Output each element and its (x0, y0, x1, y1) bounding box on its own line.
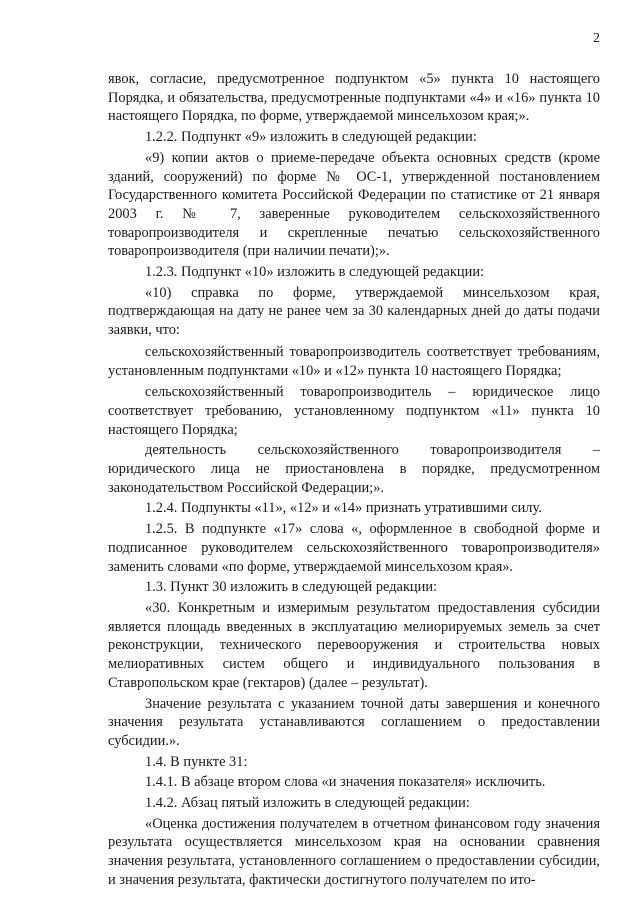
paragraph-17: «Оценка достижения получателем в отчетном финансовом году значения результата осуществляется минсельхозом края на основании сравнения значения результата, установленного соглашением о предоставлении субсидии, и значения результата, фактически достигнутого получателем по ито- (108, 815, 600, 888)
page-number: 2 (593, 31, 600, 46)
paragraph-8: деятельность сельскохозяйственного товаропроизводителя – юридического лица не приостановлена в порядке, предусмотренном законодательством Российской Федерации;». (108, 442, 600, 496)
paragraph-7: сельскохозяйственный товаропроизводитель – юридическое лицо соответствует требованию, установленному подпунктом «11» пункта 10 настоящего Порядка; (108, 384, 600, 438)
paragraph-1: явок, согласие, предусмотренное подпунктом «5» пункта 10 настоящего Порядка, и обязательства, предусмотренные подпунктами «4» и «16» пункта 10 настоящего Порядка, по форме, утверждаемой минсельхозом края;». (108, 71, 600, 125)
paragraph-6: сельскохозяйственный товаропроизводитель соответствует требованиям, установленным подпунктами «10» и «12» пункта 10 настоящего Порядка; (108, 343, 600, 379)
paragraph-15: 1.4.1. В абзаце втором слова «и значения показателя» исключить. (145, 774, 546, 791)
paragraph-10: 1.2.5. В подпункте «17» слова «, оформленное в свободной форме и подписанное руководителем сельскохозяйственного товаропроизводителя» заменить словами «по форме, утверждаемой минсельхозом края». (108, 521, 600, 575)
document-body (108, 70, 600, 892)
paragraph-3: «9) копии актов о приеме-передаче объекта основных средств (кроме зданий, сооружений) по форме № ОС-1, утвержденной постановлением Государственного комитета Российской Федерации по статистике от 21 января 2003 г. № 7, заверенные руководителем сельскохозяйственного товаропроизводителя и скрепленные печатью сельскохозяйственного товаропроизводителя (при наличии печати);». (108, 149, 600, 260)
paragraph-13: Значение результата с указанием точной даты завершения и конечного значения результата устанавливаются соглашением о предоставлении субсидии.». (108, 695, 600, 749)
paragraph-4: 1.2.3. Подпункт «10» изложить в следующей редакции: (145, 264, 485, 281)
paragraph-12: «30. Конкретным и измеримым результатом предоставления субсидии является площадь введенных в эксплуатацию мелиорируемых земель за счет реконструкции, технического перевооружения и строительства новых мелиоративных систем общего и индивидуального пользования в Ставропольском крае (гектаров) (далее – результат). (108, 599, 600, 691)
paragraph-5: «10) справка по форме, утверждаемой минсельхозом края, подтверждающая на дату не ранее чем за 30 календарных дней до даты подачи заявки, что: (108, 284, 600, 339)
paragraph-2: 1.2.2. Подпункт «9» изложить в следующей редакции: (145, 129, 477, 146)
paragraph-14: 1.4. В пункте 31: (145, 753, 248, 770)
paragraph-16: 1.4.2. Абзац пятый изложить в следующей редакции: (145, 795, 470, 812)
paragraph-11: 1.3. Пункт 30 изложить в следующей редакции: (145, 579, 438, 596)
paragraph-9: 1.2.4. Подпункты «11», «12» и «14» признать утратившими силу. (145, 500, 542, 517)
